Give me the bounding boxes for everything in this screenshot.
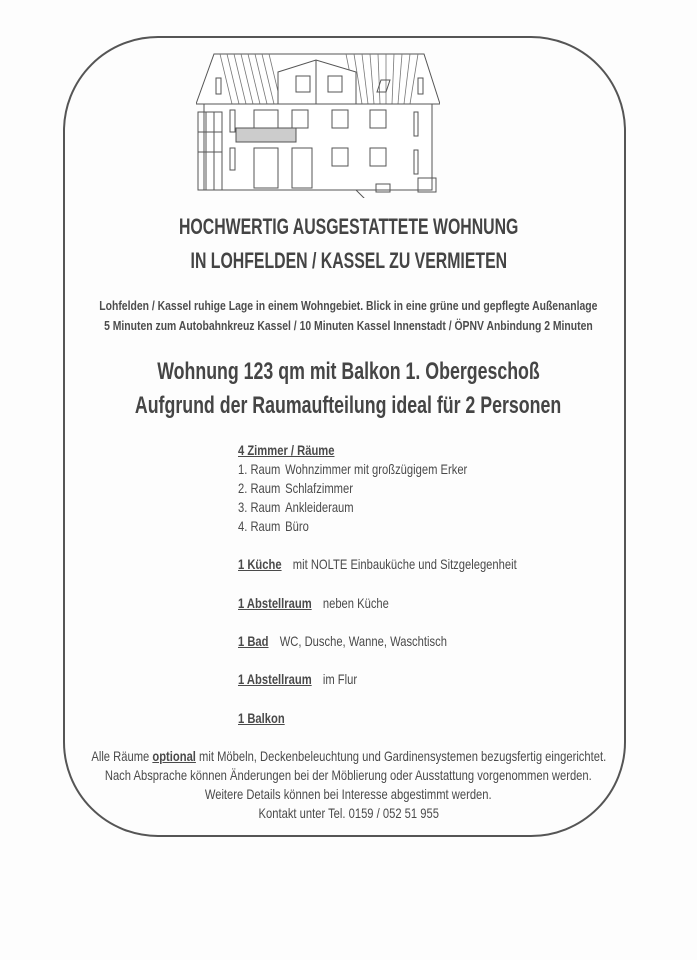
- feature-desc: im Flur: [322, 671, 358, 687]
- intro-line-1: [0, 298, 697, 313]
- footer-line-3: [0, 786, 697, 802]
- feature-label: 1 Bad: [238, 633, 269, 649]
- feature-item-bath: [238, 633, 499, 649]
- feature-label: 1 Balkon: [238, 710, 285, 726]
- feature-item-balcony: [238, 710, 296, 726]
- contact-text: Kontakt unter Tel. 0159 / 052 51 955: [258, 805, 439, 821]
- rooms-heading-text: 4 Zimmer / Räume: [238, 442, 335, 458]
- room-item: [238, 480, 382, 496]
- page-title-line-2: [0, 248, 697, 274]
- footer-text: mit Möbeln, Deckenbeleuchtung und Gardinensystemen bezugsfertig eingerichtet.: [195, 748, 606, 764]
- room-label: 3. Raum: [238, 499, 281, 515]
- rooms-heading: [238, 442, 359, 458]
- room-desc: Wohnzimmer mit großzügigem Erker: [285, 461, 468, 477]
- footer-line-1: [0, 748, 697, 764]
- room-label: 4. Raum: [238, 518, 281, 534]
- feature-item-storage-2: [238, 671, 387, 687]
- footer-text: Alle Räume: [91, 748, 153, 764]
- feature-label: 1 Küche: [238, 556, 282, 572]
- intro-text-1: Lohfelden / Kassel ruhige Lage in einem Wohngebiet. Blick in eine grüne und gepflegte Außenanlage: [99, 298, 598, 313]
- headline-text-1: Wohnung 123 qm mit Balkon 1. Obergeschoß: [157, 358, 540, 385]
- page-title-line-1: [0, 214, 697, 240]
- room-desc: Schlafzimmer: [285, 480, 353, 496]
- intro-text-2: 5 Minuten zum Autobahnkreuz Kassel / 10 Minuten Kassel Innenstadt / ÖPNV Anbindung 2 Minuten: [104, 318, 593, 333]
- footer-line-2: [0, 767, 697, 783]
- title-text-2: IN LOHFELDEN / KASSEL ZU VERMIETEN: [190, 248, 507, 273]
- headline-text-2: Aufgrund der Raumaufteilung ideal für 2 Personen: [135, 392, 562, 419]
- room-label: 2. Raum: [238, 480, 281, 496]
- feature-desc: mit NOLTE Einbauküche und Sitzgelegenheit: [292, 556, 517, 572]
- feature-label: 1 Abstellraum: [238, 671, 312, 687]
- house-drawing-icon: [196, 52, 440, 198]
- room-item: [238, 499, 383, 515]
- feature-desc: WC, Dusche, Wanne, Waschtisch: [279, 633, 447, 649]
- contact-line: [0, 805, 697, 821]
- footer-emphasis: optional: [152, 748, 196, 764]
- feature-item-storage-1: [238, 595, 427, 611]
- room-desc: Ankleideraum: [285, 499, 354, 515]
- footer-text: Weitere Details können bei Interesse abgestimmt werden.: [205, 786, 492, 802]
- feature-label: 1 Abstellraum: [238, 595, 312, 611]
- feature-desc: neben Küche: [322, 595, 389, 611]
- room-item: [238, 461, 525, 477]
- room-label: 1. Raum: [238, 461, 281, 477]
- intro-line-2: [0, 318, 697, 333]
- room-desc: Büro: [285, 518, 309, 534]
- headline-line-1: [0, 358, 697, 386]
- room-item: [238, 518, 327, 534]
- feature-item-kitchen: [238, 556, 586, 572]
- headline-line-2: [0, 392, 697, 420]
- footer-text: Nach Absprache können Änderungen bei der Möblierung oder Ausstattung vorgenommen werden.: [105, 767, 592, 783]
- title-text-1: HOCHWERTIG AUSGESTATTETE WOHNUNG: [178, 214, 519, 239]
